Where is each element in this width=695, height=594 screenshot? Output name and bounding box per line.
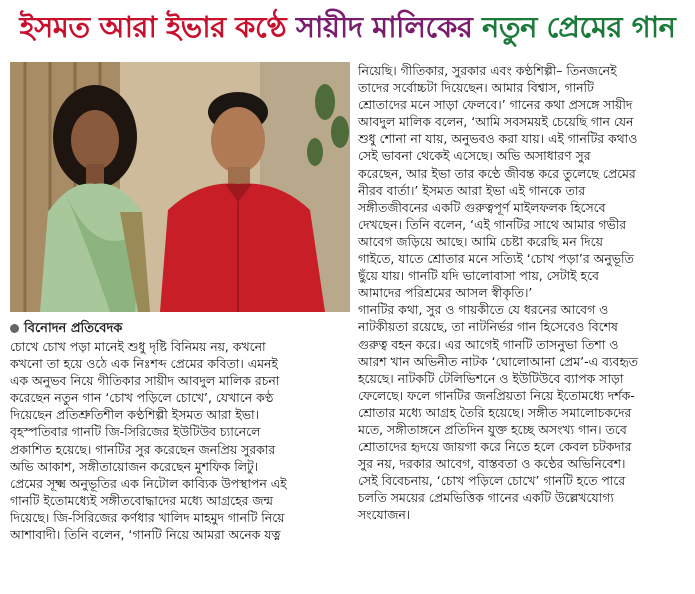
photo-illustration: [10, 62, 350, 312]
paragraph-line: আশাবাদী। তিনি বলেন, ‘গানটি নিয়ে আমরা অনেক যত্ন: [10, 527, 281, 543]
paragraph-line: মতে, সঙ্গীতাঙ্গনে প্রতিদিন যুক্ত হচ্ছে অসংখ্য গান। তবে: [358, 421, 627, 437]
paragraph-line: ফেলেছে। ফলে গানটির জনপ্রিয়তা নিয়ে ইতোমধ্যে দর্শক-: [358, 387, 635, 403]
paragraph-line: অভি আকাশ, সঙ্গীতায়োজন করেছেন মুশফিক লিটু।: [10, 458, 259, 474]
paragraph-line: প্রকাশিত হয়েছে। গানটির সুর করেছেন জনপ্রিয় সুরকার: [10, 441, 276, 457]
paragraph-line: চোখে চোখ পড়া মানেই শুধু দৃষ্টি বিনিময় নয়, কখনো: [10, 339, 266, 354]
headline-part-singer: ইসমত আরা ইভার কণ্ঠে: [19, 10, 287, 44]
paragraph-line: শ্রোতাদের মনে সাড়া ফেলবে।’ গানের কথা প্রসঙ্গে সায়ীদ: [358, 97, 633, 113]
paragraph-line: শ্রোতার মধ্যে আগ্রহ তৈরি হয়েছে। সঙ্গীত সমালোচকদের: [358, 404, 632, 420]
paragraph-line: নীরব বার্তা।’ ইসমত আরা ইভা এই গানকে তার: [358, 182, 586, 198]
headline-part-song: নতুন প্রেমের গান: [482, 10, 676, 44]
article-left-column: [10, 338, 350, 543]
paragraph-line: গানটির কথা, সুর ও গায়কীতে যে ধরনের আবেগ ও: [358, 302, 609, 318]
paragraph-line: করেছেন, আর ইভা তার কণ্ঠে জীবন্ত করে তুলেছে প্রেমের: [358, 165, 636, 181]
paragraph-line: নিয়েছি। গীতিকার, সুরকার এবং কণ্ঠশিল্পী– তিনজনেই: [358, 63, 617, 78]
paragraph-line: শুধু শোনা না যায়, অনুভবও করা যায়। এই গানটির কথাও: [358, 131, 638, 147]
paragraph-line: আবেগ জড়িয়ে আছে। আমি চেষ্টা করেছি মন দিয়ে: [358, 233, 603, 249]
byline: [10, 319, 122, 340]
paragraph-line: গানটি ইতোমধ্যেই সঙ্গীতবোদ্ধাদের মধ্যে আগ্রহের জন্ম: [10, 492, 273, 508]
paragraph-line: ছুঁয়ে যায়। গানটি যদি ভালোবাসা পায়, সেটাই হবে: [358, 268, 599, 284]
paragraph-line: নাটকীয়তা রয়েছে, তা নাটনির্ভর গান হিসেবেও বিশেষ: [358, 319, 618, 335]
paragraph-line: সঙ্গীতজীবনের একটি গুরুত্বপূর্ণ মাইলফলক হিসেবে: [358, 199, 606, 215]
article-photo: [10, 62, 350, 312]
paragraph-line: সংযোজন।: [358, 507, 411, 523]
paragraph-line: কখনো তা হয়ে ওঠে এক নিঃশব্দ প্রেমের কবিতা। এমনই: [10, 356, 278, 372]
paragraph-line: সুর নয়, দরকার আবেগ, বাস্তবতা ও কণ্ঠের অভিনিবেশ।: [358, 456, 626, 472]
paragraph-line: হয়েছে। নাটকটি টেলিভিশনে ও ইউটিউবে ব্যাপক সাড়া: [358, 370, 624, 386]
headline-part-lyricist: সায়ীদ মালিকের: [295, 10, 473, 44]
paragraph-line: আমাদের পরিশ্রমের আসল স্বীকৃতি।’: [358, 285, 533, 301]
paragraph-line: আবদুল মালিক বলেন, ‘আমি সবসময়ই চেয়েছি গান যেন: [358, 114, 634, 130]
paragraph-line: শ্রোতাদের হৃদয়ে জায়গা করে নিতে হলে কেবল চটকদার: [358, 439, 632, 455]
paragraph-line: দিয়েছেন প্রতিশ্রুতিশীল কণ্ঠশিল্পী ইসমত আরা ইভা।: [10, 407, 260, 423]
paragraph-line: দেখছেন। তিনি বলেন, ‘এই গানটির সাথে আমার গভীর: [358, 216, 627, 232]
headline: [0, 0, 695, 54]
byline-text: বিনোদন প্রতিবেদক: [24, 321, 123, 336]
paragraph-line: এক অনুভব নিয়ে গীতিকার সায়ীদ আবদুল মালিক রচনা: [10, 373, 280, 389]
paragraph-line: গুরুত্ব বহন করে। এর আগেই গানটি তাসনুভা তিশা ও: [358, 336, 619, 352]
paragraph-line: তাদের সর্বোচ্চটা দিয়েছেন। আমার বিশ্বাস, গানটি: [358, 80, 594, 96]
byline-bullet-icon: [10, 324, 19, 333]
paragraph-line: চলতি সময়ের প্রেমভিত্তিক গানের একটি উল্লেখযোগ্য: [358, 490, 614, 506]
paragraph-line: দিয়েছে। জি-সিরিজের কর্ণধার খালিদ মাহমুদ গানটি নিয়ে: [10, 509, 285, 525]
paragraph-line: সেই ভাবনা থেকেই এসেছে। অভি অসাধারণ সুর: [358, 148, 591, 164]
paragraph-line: গাইতে, যাতে শ্রোতার মনে সত্যিই ‘চোখ পড়া’র অনুভূতি: [358, 251, 634, 267]
paragraph-line: আরশ খান অভিনীত নাটক ‘ঘোলোআনা প্রেম’-এ ব্যবহৃত: [358, 353, 638, 369]
paragraph-line: বৃহস্পতিবার গানটি জি-সিরিজের ইউটিউব চ্যানেলে: [10, 424, 261, 440]
paragraph-line: সেই বিবেচনায়, ‘চোখ পড়িলে চোখে’ গানটি হতে পারে: [358, 473, 626, 489]
article-right-column: [358, 62, 688, 524]
paragraph-line: প্রেমের সূক্ষ্ম অনুভূতির এক নিটোল কাব্যিক উপস্থাপন এই: [10, 475, 287, 491]
paragraph-line: করেছেন নতুন গান ‘চোখ পড়িলে চোখে’, যেখানে কণ্ঠ: [10, 390, 274, 406]
